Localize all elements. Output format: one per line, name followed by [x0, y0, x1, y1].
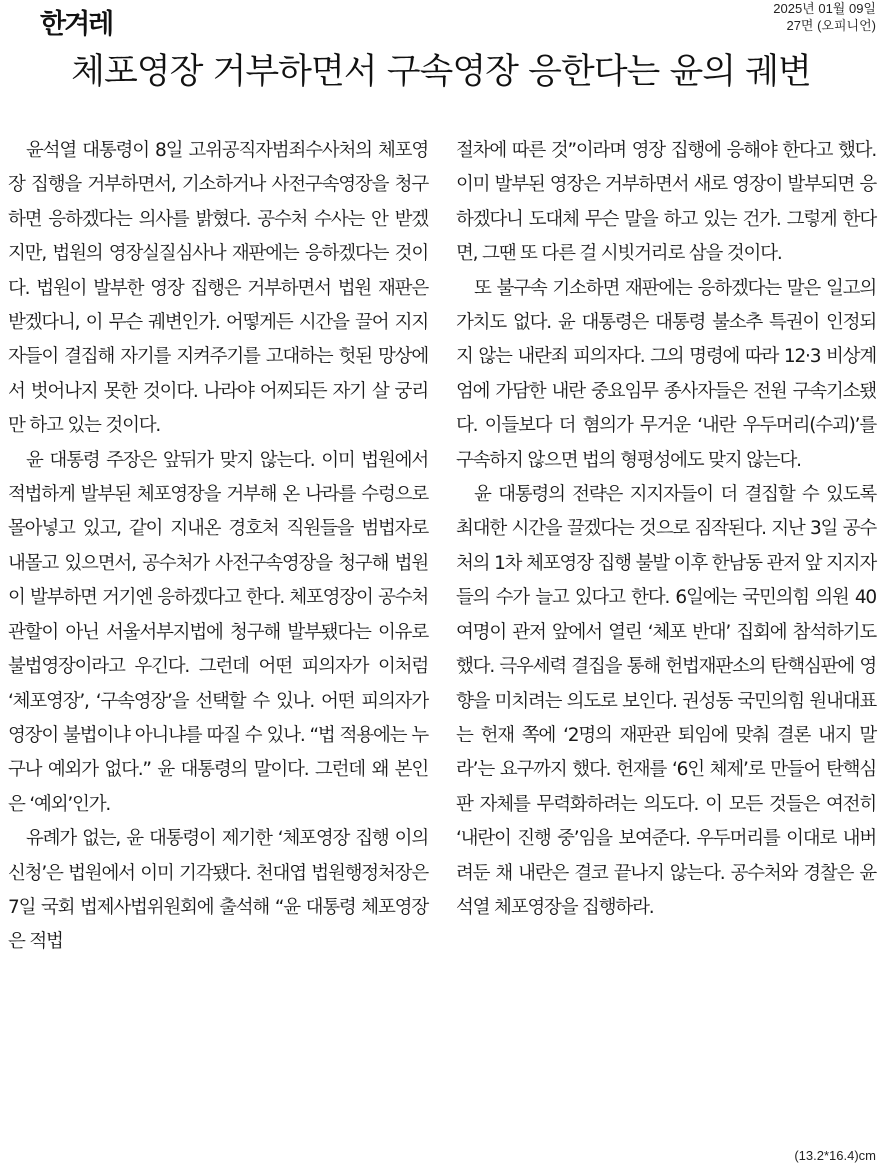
left-column	[8, 134, 428, 960]
article-body	[0, 134, 882, 1134]
paragraph: 윤석열 대통령이 8일 고위공직자범죄수사처의 체포영장 집행을 거부하면서, 기소하거나 사전구속영장을 청구하면 응하겠다는 의사를 밝혔다. 공수처 수사는 안 받겠지만, 법원의 영장실질심사나 재판에는 응하겠다는 것이다. 법원이 발부한 영장 집행은 거부하면서 법원 재판은 받겠다니, 이 무슨 궤변인가. 어떻게든 시간을 끌어 지지자들이 결집해 자기를 지켜주기를 고대하는 헛된 망상에서 벗어나지 못한 것이다. 나라야 어찌되든 자기 살 궁리만 하고 있는 것이다.	[8, 140, 428, 437]
page-section: 27면 (오피니언)	[786, 18, 876, 33]
newspaper-logo: 한겨레	[40, 9, 113, 40]
paragraph: 윤 대통령의 전략은 지지자들이 더 결집할 수 있도록 최대한 시간을 끌겠다는 것으로 짐작된다. 지난 3일 공수처의 1차 체포영장 집행 불발 이후 한남동 관저 앞 지지자들의 수가 늘고 있다고 한다. 6일에는 국민의힘 의원 40여명이 관저 앞에서 열린 ‘체포 반대’ 집회에 참석하기도 했다. 극우세력 결집을 통해 헌법재판소의 탄핵심판에 영향을 미치려는 의도로 보인다. 권성동 국민의힘 원내대표는 헌재 쪽에 ‘2명의 재판관 퇴임에 맞춰 결론 내지 말라’는 요구까지 했다. 헌재를 ‘6인 체제’로 만들어 탄핵심판 자체를 무력화하려는 의도다. 이 모든 것들은 여전히 ‘내란이 진행 중’임을 보여준다. 우두머리를 이대로 내버려둔 채 내란은 결코 끝나지 않는다. 공수처와 경찰은 윤석열 체포영장을 집행하라.	[456, 484, 876, 918]
paragraph: 또 불구속 기소하면 재판에는 응하겠다는 말은 일고의 가치도 없다. 윤 대통령은 대통령 불소추 특권이 인정되지 않는 내란죄 피의자다. 그의 명령에 따라 12·3 비상계엄에 가담한 내란 중요임무 종사자들은 전원 구속기소됐다. 이들보다 더 혐의가 무거운 ‘내란 우두머리(수괴)’를 구속하지 않으면 법의 형평성에도 맞지 않는다.	[456, 277, 876, 471]
clipping-size: (13.2*16.4)cm	[794, 1148, 876, 1163]
article-meta	[773, 0, 876, 34]
right-column	[456, 134, 876, 925]
paragraph: 절차에 따른 것”이라며 영장 집행에 응해야 한다고 했다. 이미 발부된 영장은 거부하면서 새로 영장이 발부되면 응하겠다니 도대체 무슨 말을 하고 있는 건가. 그렇게 한다면, 그땐 또 다른 걸 시빗거리로 삼을 것이다.	[456, 140, 876, 265]
paragraph: 윤 대통령 주장은 앞뒤가 맞지 않는다. 이미 법원에서 적법하게 발부된 체포영장을 거부해 온 나라를 수렁으로 몰아넣고 있고, 같이 지내온 경호처 직원들을 범법자로 내몰고 있으면서, 공수처가 사전구속영장을 청구해 법원이 발부하면 거기엔 응하겠다고 한다. 체포영장이 공수처 관할이 아닌 서울서부지법에 청구해 발부됐다는 이유로 불법영장이라고 우긴다. 그런데 어떤 피의자가 이처럼 ‘체포영장’, ‘구속영장’을 선택할 수 있나. 어떤 피의자가 영장이 불법이냐 아니냐를 따질 수 있나. “법 적용에는 누구나 예외가 없다.” 윤 대통령의 말이다. 그런데 왜 본인은 ‘예외’인가.	[8, 449, 428, 815]
publication-date: 2025년 01월 09일	[773, 1, 876, 16]
article-headline: 체포영장 거부하면서 구속영장 응한다는 윤의 궤변	[71, 52, 811, 92]
paragraph: 유례가 없는, 윤 대통령이 제기한 ‘체포영장 집행 이의신청’은 법원에서 이미 기각됐다. 천대엽 법원행정처장은 7일 국회 법제사법위원회에 출석해 “윤 대통령 체포영장은 적법	[8, 828, 428, 953]
